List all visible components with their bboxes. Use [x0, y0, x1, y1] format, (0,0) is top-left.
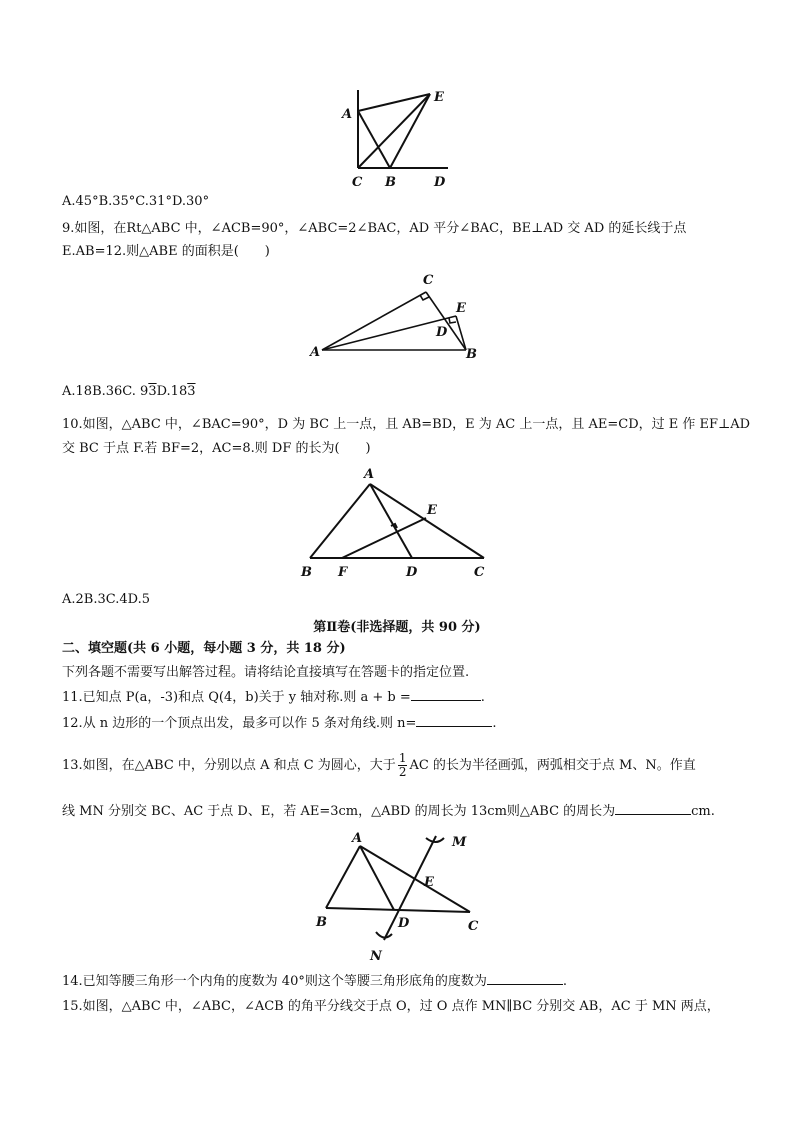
segment-eb [456, 316, 466, 350]
label-e: E [434, 90, 444, 105]
label-n: N [370, 949, 382, 964]
q13-answer-blank[interactable] [615, 802, 691, 815]
q9-text-line1: 9.如图，在Rt△ABC 中，∠ACB=90°，∠ABC=2∠BAC，AD 平分∠BAC，BE⊥AD 交 AD 的延长线于点 [62, 221, 687, 236]
right-angle-e [449, 318, 456, 323]
fill-in-heading: 二、填空题(共 6 小题，每小题 3 分，共 18 分) [62, 641, 346, 656]
segment-ab [310, 484, 370, 558]
label-d: D [434, 175, 446, 190]
q8-options: A.45°B.35°C.31°D.30° [62, 194, 210, 209]
figure-q13 [312, 828, 492, 968]
q11-answer-blank[interactable] [411, 688, 481, 701]
q10-options: A.2B.3C.4D.5 [62, 592, 150, 607]
label-f: F [338, 565, 348, 580]
label-e: E [424, 875, 434, 890]
label-m: M [452, 835, 467, 850]
label-b: B [301, 565, 312, 580]
label-c: C [352, 175, 363, 190]
label-d: D [406, 565, 418, 580]
label-e: E [427, 503, 437, 518]
q14-text: 14.已知等腰三角形一个内角的度数为 40°则这个等腰三角形底角的度数为 . [62, 974, 567, 989]
segment-ac [370, 484, 484, 558]
label-c: C [474, 565, 485, 580]
q9-options: A.18B.36C. 93D.183 [62, 384, 196, 399]
label-b: B [385, 175, 396, 190]
label-d: D [398, 916, 410, 931]
segment-ae [358, 94, 430, 111]
label-a: A [352, 831, 363, 846]
figure-q8 [330, 86, 470, 196]
label-a: A [364, 467, 375, 482]
label-e: E [456, 301, 466, 316]
segment-ad [370, 484, 412, 558]
arc-n [376, 932, 392, 938]
fraction-one-half: $\frac{1}{2}$ [398, 751, 407, 779]
label-b: B [466, 347, 477, 362]
segment-ac [322, 292, 426, 350]
label-a: A [310, 345, 321, 360]
q10-text-line2: 交 BC 于点 F.若 BF=2，AC=8.则 DF 的长为( ) [62, 441, 371, 456]
figure-q10 [298, 464, 498, 584]
q15-text: 15.如图，△ABC 中，∠ABC，∠ACB 的角平分线交于点 O，过 O 点作 MN∥BC 分别交 AB，AC 于 MN 两点， [62, 999, 720, 1014]
q11-text: 11.已知点 P(a，-3)和点 Q(4，b)关于 y 轴对称.则 a + b = . [62, 690, 485, 705]
q13-text-line2: 线 MN 分别交 BC、AC 于点 D、E，若 AE=3cm，△ABD 的周长为 13cm则△ABC 的周长为 cm. [62, 804, 715, 819]
q13-text-line1: 13.如图，在△ABC 中，分别以点 A 和点 C 为圆心，大于 $\frac{1}{2}$ AC 的长为半径画弧，两弧相交于点 M、N。作直 [62, 751, 696, 779]
figure-q9 [308, 272, 488, 362]
q14-answer-blank[interactable] [487, 972, 563, 985]
label-b: B [316, 915, 327, 930]
label-c: C [423, 273, 434, 288]
label-d: D [436, 325, 448, 340]
section-2-title: 第Ⅱ卷(非选择题，共 90 分) [313, 620, 481, 635]
q10-text-line1: 10.如图，△ABC 中，∠BAC=90°，D 为 BC 上一点，且 AB=BD，E 为 AC 上一点，且 AE=CD，过 E 作 EF⊥AD [62, 417, 751, 432]
q9-text-line2: E.AB=12.则△ABE 的面积是( ) [62, 244, 270, 259]
label-a: A [342, 107, 353, 122]
fill-in-instruction: 下列各题不需要写出解答过程。请将结论直接填写在答题卡的指定位置. [62, 665, 470, 680]
segment-ab [326, 846, 360, 908]
segment-eb [390, 94, 430, 168]
q12-answer-blank[interactable] [416, 714, 492, 727]
label-c: C [468, 919, 479, 934]
segment-fe [342, 518, 426, 558]
q12-text: 12.从 n 边形的一个顶点出发，最多可以作 5 条对角线.则 n= . [62, 716, 497, 731]
